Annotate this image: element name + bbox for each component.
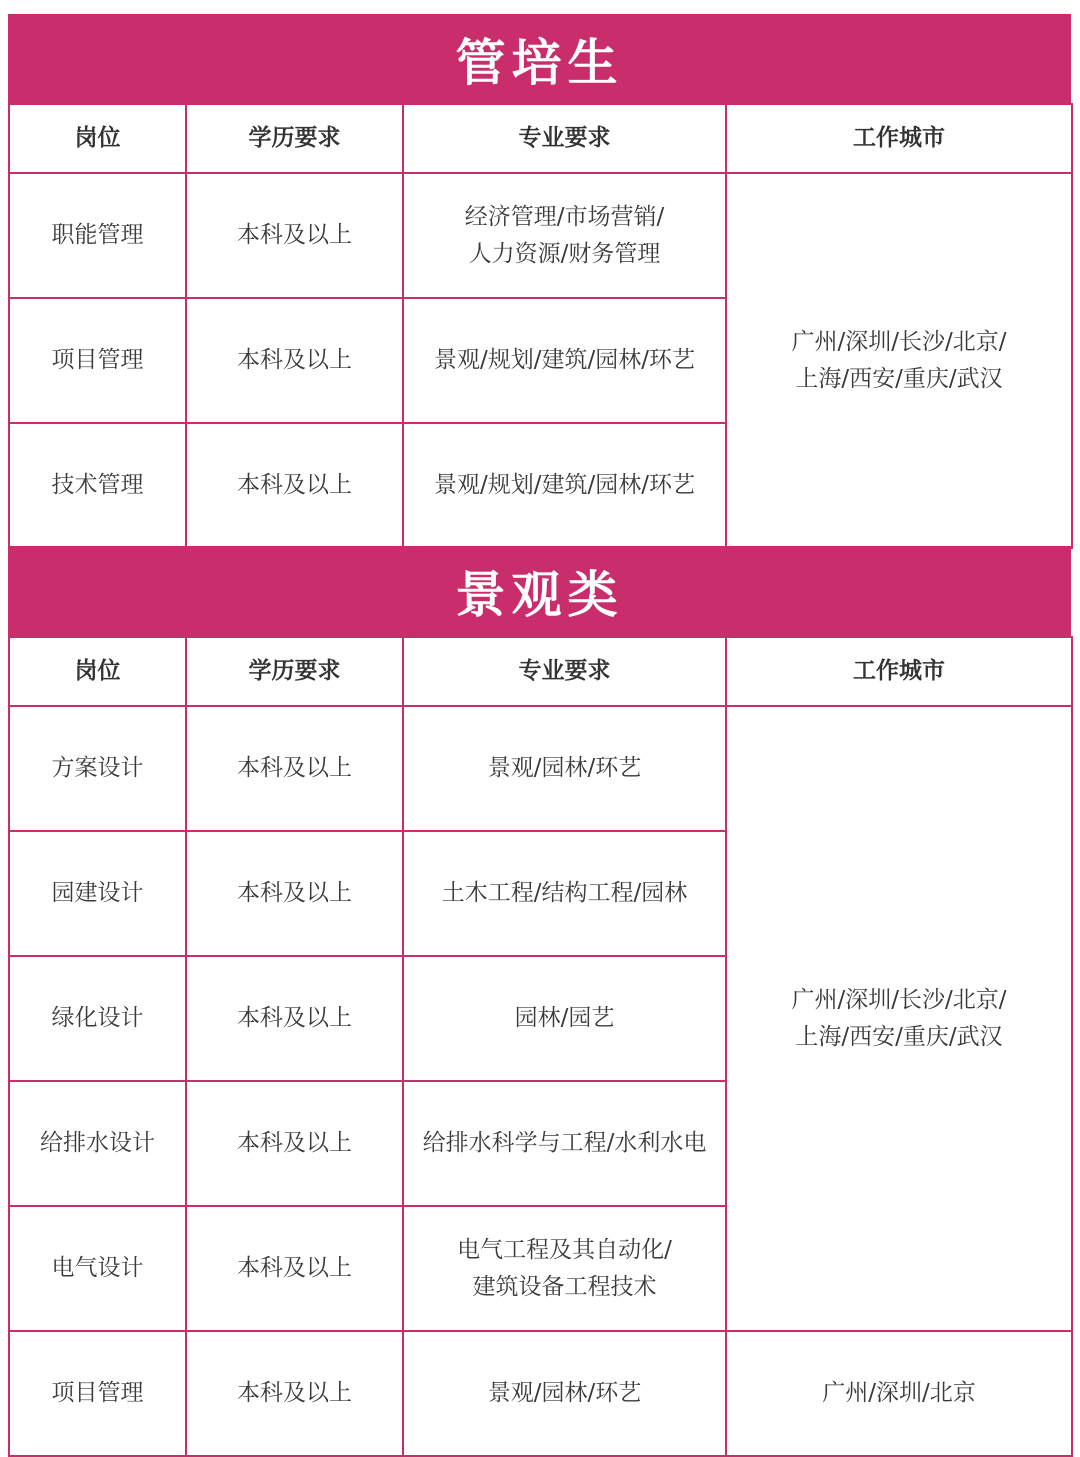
header-education: 学历要求 xyxy=(186,637,403,706)
table-row xyxy=(9,1331,1072,1456)
major-cell: 景观/园林/环艺 xyxy=(403,1331,726,1456)
major-cell: 景观/规划/建筑/园林/环艺 xyxy=(403,423,726,548)
header-education: 学历要求 xyxy=(186,104,403,173)
major-text: 电气工程及其自动化/ 建筑设备工程技术 xyxy=(457,1236,672,1300)
position-cell: 园建设计 xyxy=(9,831,186,956)
city-cell xyxy=(726,173,1072,548)
section-title-text: 管培生 xyxy=(455,33,624,92)
header-city: 工作城市 xyxy=(726,637,1072,706)
position-cell: 职能管理 xyxy=(9,173,186,298)
education-cell: 本科及以上 xyxy=(186,1206,403,1331)
major-cell: 给排水科学与工程/水利水电 xyxy=(403,1081,726,1206)
major-cell: 景观/规划/建筑/园林/环艺 xyxy=(403,298,726,423)
education-cell: 本科及以上 xyxy=(186,831,403,956)
major-text: 经济管理/市场营销/ 人力资源/财务管理 xyxy=(464,203,665,267)
header-city: 工作城市 xyxy=(726,104,1072,173)
position-cell: 项目管理 xyxy=(9,298,186,423)
table-header-row xyxy=(9,637,1072,706)
city-cell: 广州/深圳/北京 xyxy=(726,1331,1072,1456)
table-header-row xyxy=(9,104,1072,173)
position-cell: 技术管理 xyxy=(9,423,186,548)
education-cell: 本科及以上 xyxy=(186,706,403,831)
major-cell: 园林/园艺 xyxy=(403,956,726,1081)
table-row xyxy=(9,173,1072,298)
position-cell: 项目管理 xyxy=(9,1331,186,1456)
major-cell xyxy=(403,1206,726,1331)
table-row xyxy=(9,706,1072,831)
management-trainee-table xyxy=(8,103,1073,549)
position-cell: 电气设计 xyxy=(9,1206,186,1331)
position-cell: 方案设计 xyxy=(9,706,186,831)
header-position: 岗位 xyxy=(9,104,186,173)
education-cell: 本科及以上 xyxy=(186,1081,403,1206)
header-major: 专业要求 xyxy=(403,637,726,706)
education-cell: 本科及以上 xyxy=(186,1331,403,1456)
position-cell: 给排水设计 xyxy=(9,1081,186,1206)
section-title-text: 景观类 xyxy=(455,566,624,624)
city-cell xyxy=(726,706,1072,1331)
education-cell: 本科及以上 xyxy=(186,298,403,423)
section-title-landscape xyxy=(8,546,1071,636)
city-text: 广州/深圳/长沙/北京/ 上海/西安/重庆/武汉 xyxy=(791,986,1007,1050)
section-title-management-trainee xyxy=(8,14,1071,103)
position-cell: 绿化设计 xyxy=(9,956,186,1081)
landscape-table xyxy=(8,636,1073,1457)
education-cell: 本科及以上 xyxy=(186,173,403,298)
education-cell: 本科及以上 xyxy=(186,956,403,1081)
education-cell: 本科及以上 xyxy=(186,423,403,548)
header-major: 专业要求 xyxy=(403,104,726,173)
header-position: 岗位 xyxy=(9,637,186,706)
major-cell: 土木工程/结构工程/园林 xyxy=(403,831,726,956)
city-text: 广州/深圳/长沙/北京/ 上海/西安/重庆/武汉 xyxy=(791,328,1007,392)
major-cell: 景观/园林/环艺 xyxy=(403,706,726,831)
major-cell xyxy=(403,173,726,298)
